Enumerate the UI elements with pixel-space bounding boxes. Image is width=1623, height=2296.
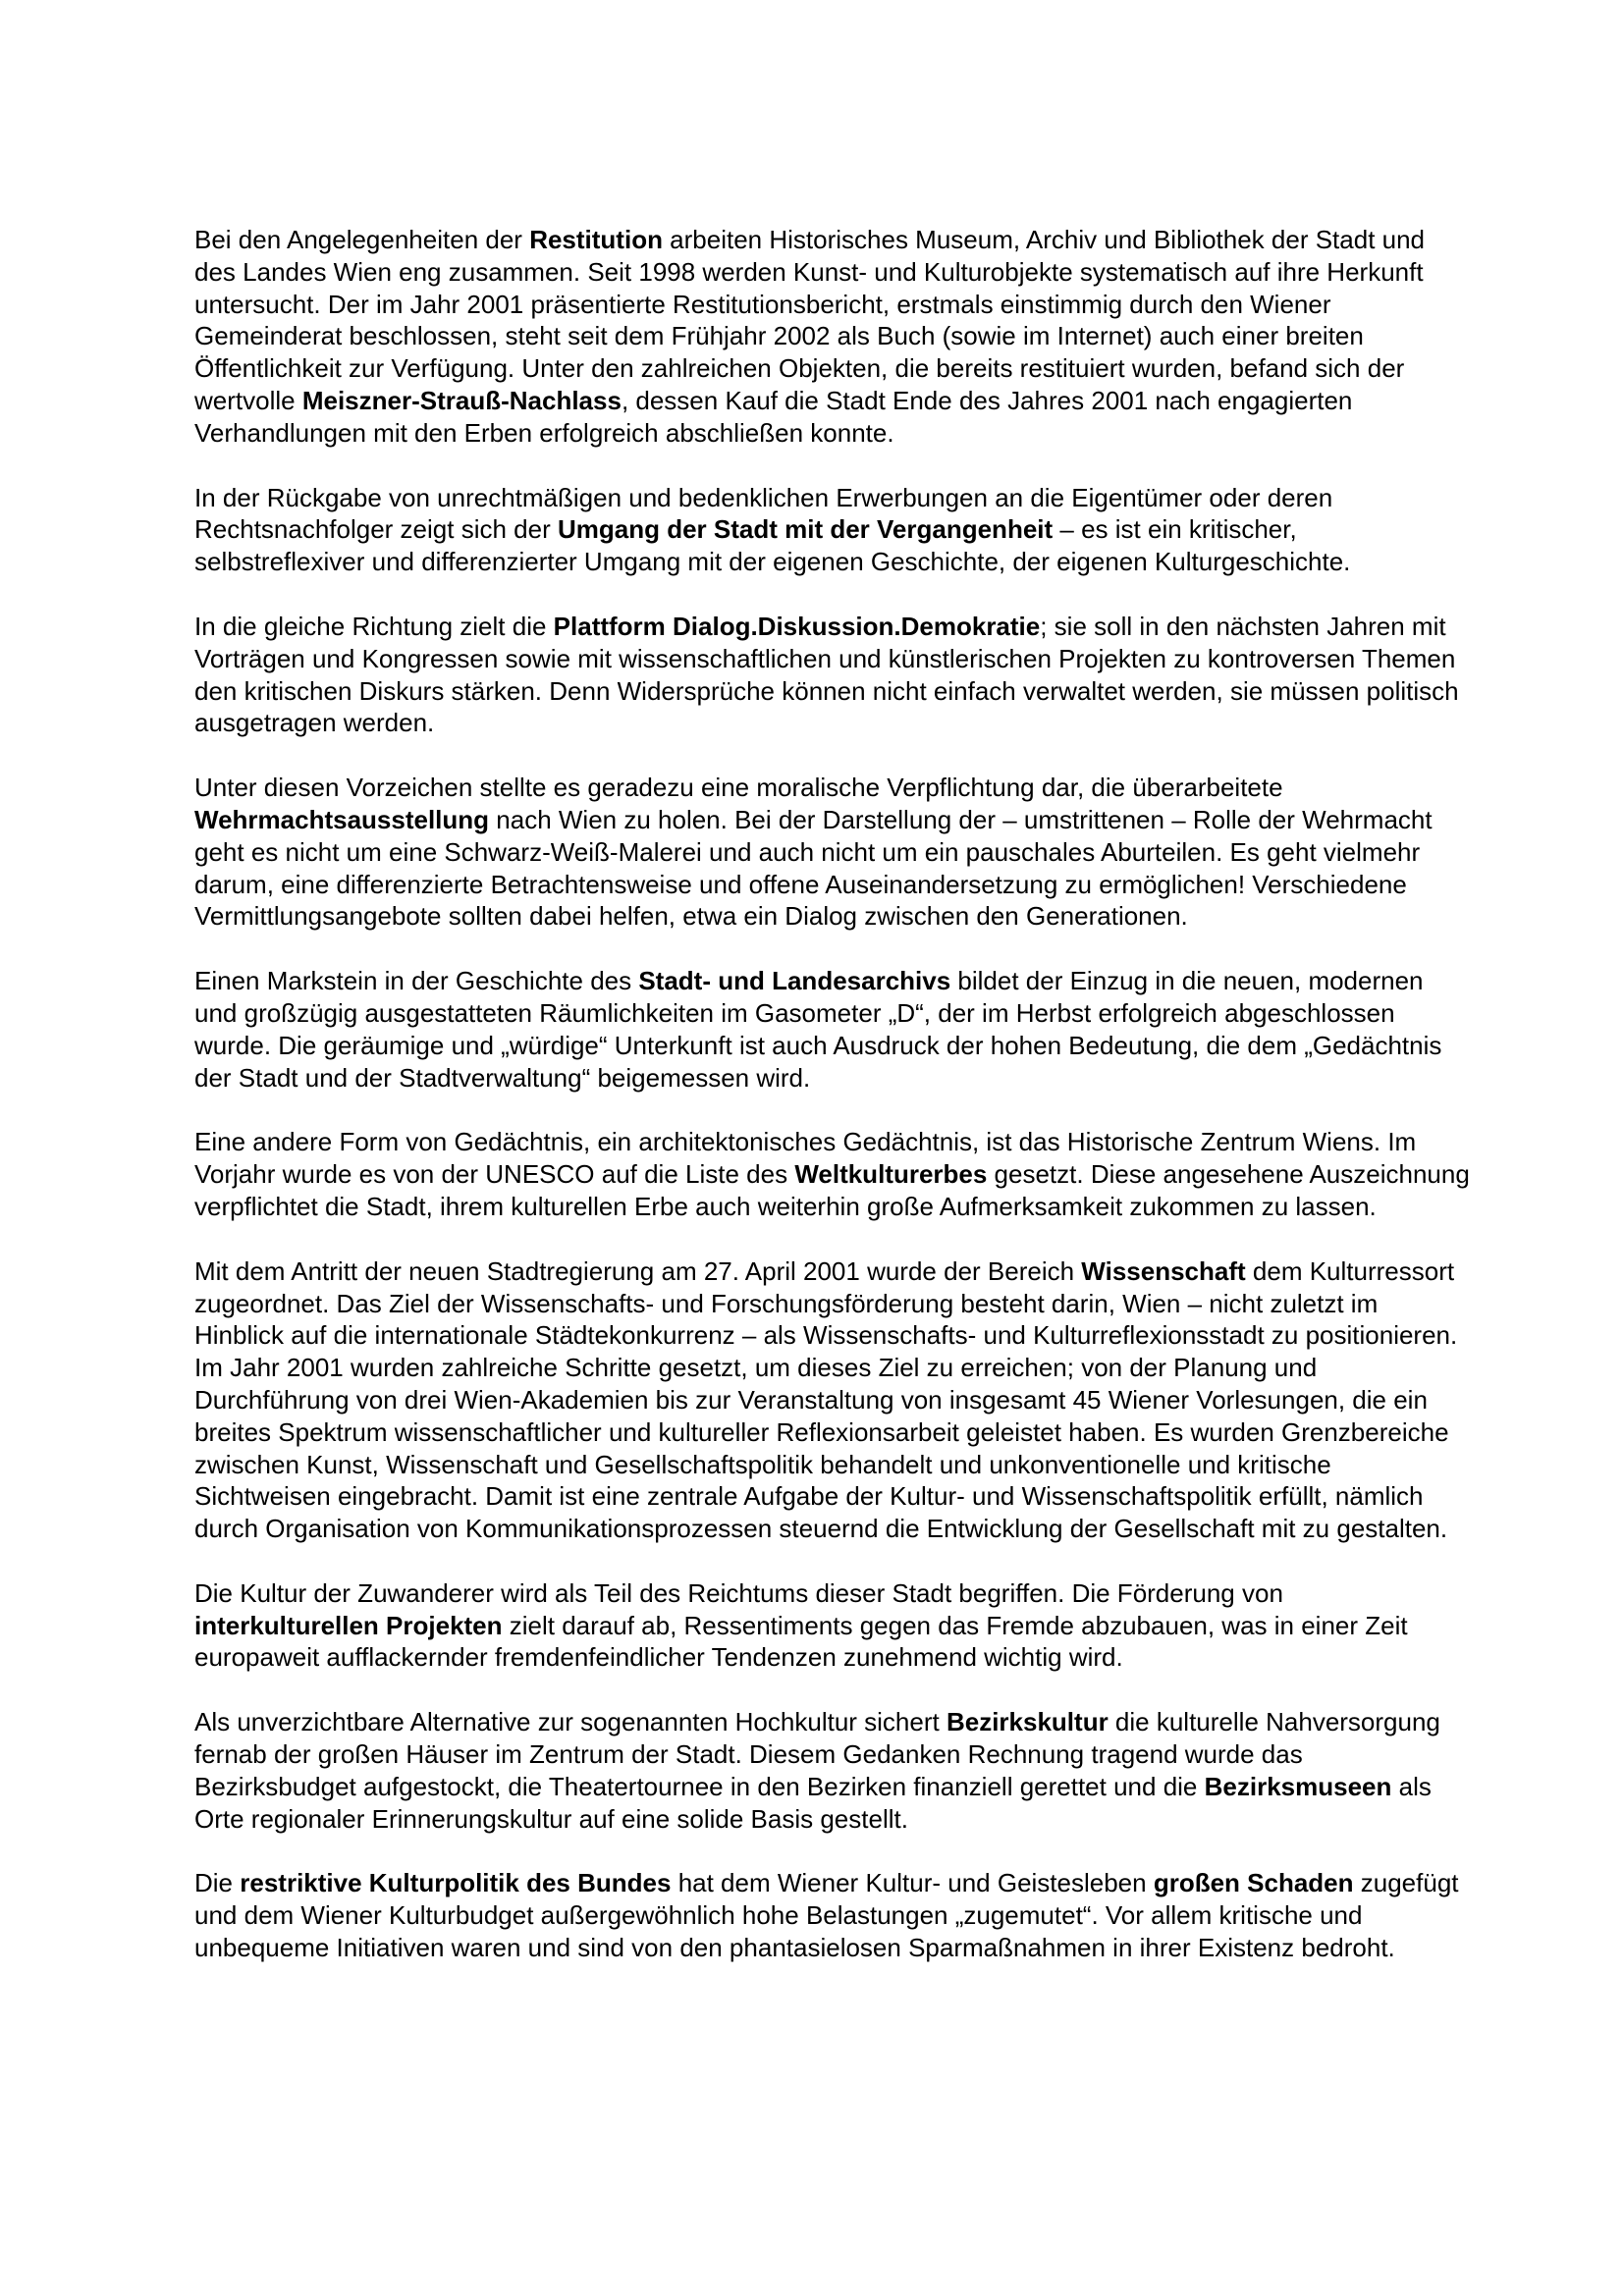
text-run: Als unverzichtbare Alternative zur sogenannten Hochkultur sichert — [194, 1707, 947, 1737]
paragraph-landesarchiv — [194, 965, 1471, 1094]
text-run: Bei den Angelegenheiten der — [194, 225, 530, 254]
text-run: nach Wien zu holen. Bei der Darstellung der – umstrittenen – Rolle der Wehrmacht geht es nicht um eine Schwarz-Weiß-Malerei und auch nicht um ein pauschales Aburteilen. Es geht vielmehr darum, eine differenzierte Betrachtensweise und offene Auseinandersetzung zu ermöglichen! Verschiedene Vermittlungsangebote sollten dabei helfen, etwa ein Dialog zwischen den Generationen. — [194, 804, 1433, 932]
paragraph-plattform — [194, 611, 1471, 739]
bold-term: Wehrmachtsausstellung — [194, 804, 490, 834]
text-run: In der Rückgabe von unrechtmäßigen und bedenklichen Erwerbungen an die Eigentümer oder deren Rechtsnachfolger zeigt sich der — [194, 482, 1333, 545]
bold-term: Umgang der Stadt mit der Vergangenheit — [557, 514, 1054, 545]
bold-term: großen Schaden — [1153, 1868, 1354, 1898]
text-run: als Orte regionaler Erinnerungskultur auf eine solide Basis gestellt. — [194, 1771, 1432, 1834]
paragraph-restitution — [194, 224, 1471, 450]
text-run: bildet der Einzug in die neuen, modernen und großzügig ausgestatteten Räumlichkeiten im Gasometer „D“, der im Herbst erfolgreich abgeschlossen wurde. Die geräumige und „würdige“ Unterkunft ist auch Ausdruck der hohen Bedeutung, die dem „Gedächtnis der Stadt und der Stadtverwaltung“ beigemessen wird. — [194, 966, 1442, 1093]
bold-term: restriktive Kulturpolitik des Bundes — [240, 1868, 672, 1898]
text-run: Die — [194, 1868, 241, 1898]
paragraph-weltkulturerbe — [194, 1126, 1471, 1222]
text-run: Die Kultur der Zuwanderer wird als Teil des Reichtums dieser Stadt begriffen. Die Förderung von — [194, 1577, 1283, 1608]
text-run: – es ist ein kritischer, selbstreflexiver und differenzierter Umgang mit der eigenen Geschichte, der eigenen Kulturgeschichte. — [194, 514, 1351, 577]
paragraph-wehrmachtsausstellung — [194, 772, 1471, 933]
bold-term: Restitution — [529, 225, 663, 254]
text-run: zielt darauf ab, Ressentiments gegen das Fremde abzubauen, was in einer Zeit europaweit aufflackernder fremdenfeindlicher Tendenzen zunehmend wichtig wird. — [194, 1610, 1408, 1673]
document-page — [194, 224, 1471, 1997]
text-run: die kulturelle Nahversorgung fernab der großen Häuser im Zentrum der Stadt. Diesem Gedanken Rechnung tragend wurde das Bezirksbudget aufgestockt, die Theatertournee in den Bezirken finanziell gerettet und die — [194, 1707, 1440, 1801]
paragraph-bezirkskultur — [194, 1706, 1471, 1835]
bold-term: Wissenschaft — [1081, 1255, 1246, 1286]
text-run: Eine andere Form von Gedächtnis, ein architektonisches Gedächtnis, ist das Historische Zentrum Wiens. Im Vorjahr wurde es von der UNESCO auf die Liste des — [194, 1127, 1417, 1190]
bold-term: Plattform Dialog.Diskussion.Demokratie — [553, 611, 1041, 641]
text-run: gesetzt. Diese angesehene Auszeichnung verpflichtet die Stadt, ihrem kulturellen Erbe auch weiterhin große Aufmerksamkeit zukommen zu lassen. — [194, 1159, 1470, 1221]
text-run: In die gleiche Richtung zielt die — [194, 611, 554, 641]
bold-term: Meiszner-Strauß-Nachlass — [301, 385, 622, 415]
paragraph-vergangenheit — [194, 482, 1471, 578]
paragraph-wissenschaft — [194, 1255, 1471, 1545]
paragraph-interkulturell — [194, 1577, 1471, 1674]
text-run: Einen Markstein in der Geschichte des — [194, 966, 639, 996]
text-run: dem Kulturressort zugeordnet. Das Ziel der Wissenschafts- und Forschungsförderung besteht darin, Wien – nicht zuletzt im Hinblick auf die internationale Städtekonkurrenz – als Wissenschafts- und Kulturreflexionsstadt zu positionieren. Im Jahr 2001 wurden zahlreiche Schritte gesetzt, um dieses Ziel zu erreichen; von der Planung und Durchführung von drei Wien-Akademien bis zur Veranstaltung von insgesamt 45 Wiener Vorlesungen, die ein breites Spektrum wissenschaftlicher und kultureller Reflexionsarbeit geleistet haben. Es wurden Grenzbereiche zwischen Kunst, Wissenschaft und Gesellschaftspolitik behandelt und unkonventionelle und kritische Sichtweisen eingebracht. Damit ist eine zentrale Aufgabe der Kultur- und Wissenschaftspolitik erfüllt, nämlich durch Organisation von Kommunikationsprozessen steuernd die Entwicklung der Gesellschaft mit zu gestalten. — [194, 1255, 1458, 1544]
bold-term: interkulturellen Projekten — [194, 1610, 503, 1640]
text-run: Unter diesen Vorzeichen stellte es geradezu eine moralische Verpflichtung dar, die überarbeitete — [194, 773, 1283, 803]
bold-term: Bezirksmuseen — [1204, 1771, 1392, 1801]
text-run: hat dem Wiener Kultur- und Geistesleben — [671, 1868, 1154, 1898]
text-run: zugefügt und dem Wiener Kulturbudget außergewöhnlich hohe Belastungen „zugemutet“. Vor allem kritische und unbequeme Initiativen waren und sind von den phantasielosen Sparmaßnahmen in ihrer Existenz bedroht. — [194, 1868, 1459, 1963]
bold-term: Bezirkskultur — [946, 1707, 1109, 1737]
text-run: Mit dem Antritt der neuen Stadtregierung am 27. April 2001 wurde der Bereich — [194, 1255, 1082, 1286]
text-run: ; sie soll in den nächsten Jahren mit Vorträgen und Kongressen sowie mit wissenschaftlichen und künstlerischen Projekten zu kontroversen Themen den kritischen Diskurs stärken. Denn Widersprüche können nicht einfach verwaltet werden, sie müssen politisch ausgetragen werden. — [194, 611, 1459, 738]
text-run: arbeiten Historisches Museum, Archiv und Bibliothek der Stadt und des Landes Wien eng zusammen. Seit 1998 werden Kunst- und Kulturobjekte systematisch auf ihre Herkunft untersucht. Der im Jahr 2001 präsentierte Restitutionsbericht, erstmals einstimmig durch den Wiener Gemeinderat beschlossen, steht seit dem Frühjahr 2002 als Buch (sowie im Internet) auch einer breiten Öffentlichkeit zur Verfügung. Unter den zahlreichen Objekten, die bereits restituiert wurden, befand sich der wertvolle — [194, 225, 1426, 415]
bold-term: Stadt- und Landesarchivs — [638, 966, 951, 996]
paragraph-kulturpolitik-bund — [194, 1867, 1471, 1963]
text-run: , dessen Kauf die Stadt Ende des Jahres 2001 nach engagierten Verhandlungen mit den Erben erfolgreich abschließen konnte. — [194, 385, 1353, 448]
bold-term: Weltkulturerbes — [794, 1159, 988, 1190]
